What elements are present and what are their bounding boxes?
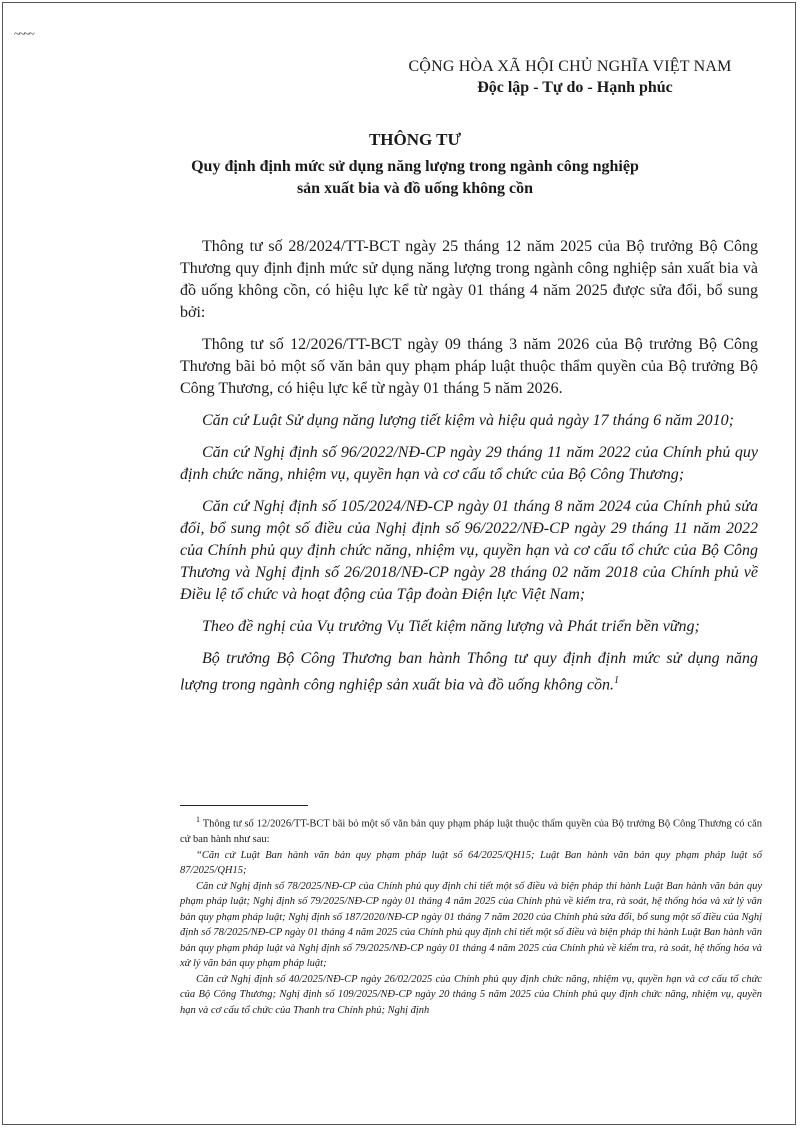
footnote-1-basis-3: Căn cứ Nghị định số 40/2025/NĐ-CP ngày 26/02/2025 của Chính phủ quy định chức năng, nhiệm vụ, quyền hạn và cơ cấu tổ chức của Bộ Công Thương; Nghị định số 109/2025/NĐ-CP ngày 20 tháng 5 năm 2025 của Chính phủ quy định chức năng, nhiệm vụ, quyền hạn và cơ cấu tổ chức của Thanh tra Chính phủ; Nghị định — [180, 973, 762, 1016]
document-body — [180, 236, 758, 706]
issuance-paragraph — [180, 648, 758, 696]
footnote-ref-1[interactable]: 1 — [613, 675, 619, 686]
national-header — [380, 58, 760, 97]
document-type: THÔNG TƯ — [368, 130, 462, 149]
footnote-1-text: Thông tư số 12/2026/TT-BCT bãi bỏ một số văn bản quy phạm pháp luật thuộc thẩm quyền của Bộ trưởng Bộ Công Thương có căn cứ ban hành như sau: — [180, 818, 762, 845]
footnotes — [180, 812, 762, 1018]
legal-basis-3: Căn cứ Nghị định số 105/2024/NĐ-CP ngày 01 tháng 8 năm 2024 của Chính phủ sửa đổi, bổ sung một số điều của Nghị định số 96/2022/NĐ-CP ngày 29 tháng 11 năm 2022 của Chính phủ quy định chức năng, nhiệm vụ, quyền hạn và cơ cấu tổ chức của Bộ Công Thương và Nghị định số 26/2018/NĐ-CP ngày 28 tháng 02 năm 2018 của Chính phủ về Điều lệ tổ chức và hoạt động của Tập đoàn Điện lực Việt Nam; — [180, 498, 758, 603]
legal-basis-1: Căn cứ Luật Sử dụng năng lượng tiết kiệm và hiệu quả ngày 17 tháng 6 năm 2010; — [202, 412, 734, 429]
body-paragraph-2: Thông tư số 12/2026/TT-BCT ngày 09 tháng 3 năm 2026 của Bộ trưởng Bộ Công Thương bãi bỏ một số văn bản quy phạm pháp luật thuộc thẩm quyền của Bộ trưởng Bộ Công Thương, có hiệu lực kể từ ngày 01 tháng 5 năm 2026. — [180, 336, 758, 397]
footnote-1-basis-1: “Căn cứ Luật Ban hành văn bản quy phạm pháp luật số 64/2025/QH15; Luật Ban hành văn bản quy phạm pháp luật số 87/2025/QH15; — [180, 849, 762, 876]
footnote-1-basis-2: Căn cứ Nghị định số 78/2025/NĐ-CP của Chính phủ quy định chi tiết một số điều và biện pháp thi hành Luật Ban hành văn bản quy phạm pháp luật; Nghị định số 79/2025/NĐ-CP ngày 01 tháng 4 năm 2025 của Chính phủ về kiểm tra, rà soát, hệ thống hóa và xử lý văn bản quy phạm pháp luật; Nghị định số 187/2020/NĐ-CP ngày 01 tháng 7 năm 2020 của Chính phủ sửa đổi, bổ sung một số điều của Nghị định số 78/2025/NĐ-CP ngày 01 tháng 4 năm 2025 của Chính phủ quy định chi tiết một số điều và biện pháp thi hành Luật Ban hành văn bản quy phạm pháp luật và Nghị định số 79/2025/NĐ-CP ngày 01 tháng 4 năm 2025 của Chính phủ về kiểm tra, rà soát, hệ thống hóa và xử lý văn bản quy phạm pháp luật; — [180, 880, 762, 969]
national-motto: Độc lập - Tự do - Hạnh phúc — [477, 79, 673, 96]
footnote-separator — [180, 805, 308, 806]
footnote-1 — [180, 812, 762, 848]
issuance-text: Bộ trưởng Bộ Công Thương ban hành Thông tư quy định định mức sử dụng năng lượng trong ngành công nghiệp sản xuất bia và đồ uống không cồn. — [180, 650, 758, 694]
scan-mark: ~~~~ — [14, 28, 34, 40]
footnote-number: 1 — [196, 815, 200, 824]
subject-line-2: sản xuất bia và đồ uống không cồn — [296, 180, 534, 197]
document-subject — [0, 156, 800, 200]
legal-basis-2: Căn cứ Nghị định số 96/2022/NĐ-CP ngày 29 tháng 11 năm 2022 của Chính phủ quy định chức năng, nhiệm vụ, quyền hạn và cơ cấu tổ chức của Bộ Công Thương; — [180, 444, 758, 483]
body-paragraph-1: Thông tư số 28/2024/TT-BCT ngày 25 tháng 12 năm 2025 của Bộ trưởng Bộ Công Thương quy định định mức sử dụng năng lượng trong ngành công nghiệp sản xuất bia và đồ uống không cồn, có hiệu lực kể từ ngày 01 tháng 4 năm 2025 được sửa đổi, bổ sung bởi: — [180, 238, 758, 321]
nation-name: CỘNG HÒA XÃ HỘI CHỦ NGHĨA VIỆT NAM — [408, 58, 732, 75]
subject-line-1: Quy định định mức sử dụng năng lượng trong ngành công nghiệp — [191, 158, 639, 175]
proposal-paragraph: Theo đề nghị của Vụ trưởng Vụ Tiết kiệm năng lượng và Phát triển bền vững; — [202, 618, 700, 635]
